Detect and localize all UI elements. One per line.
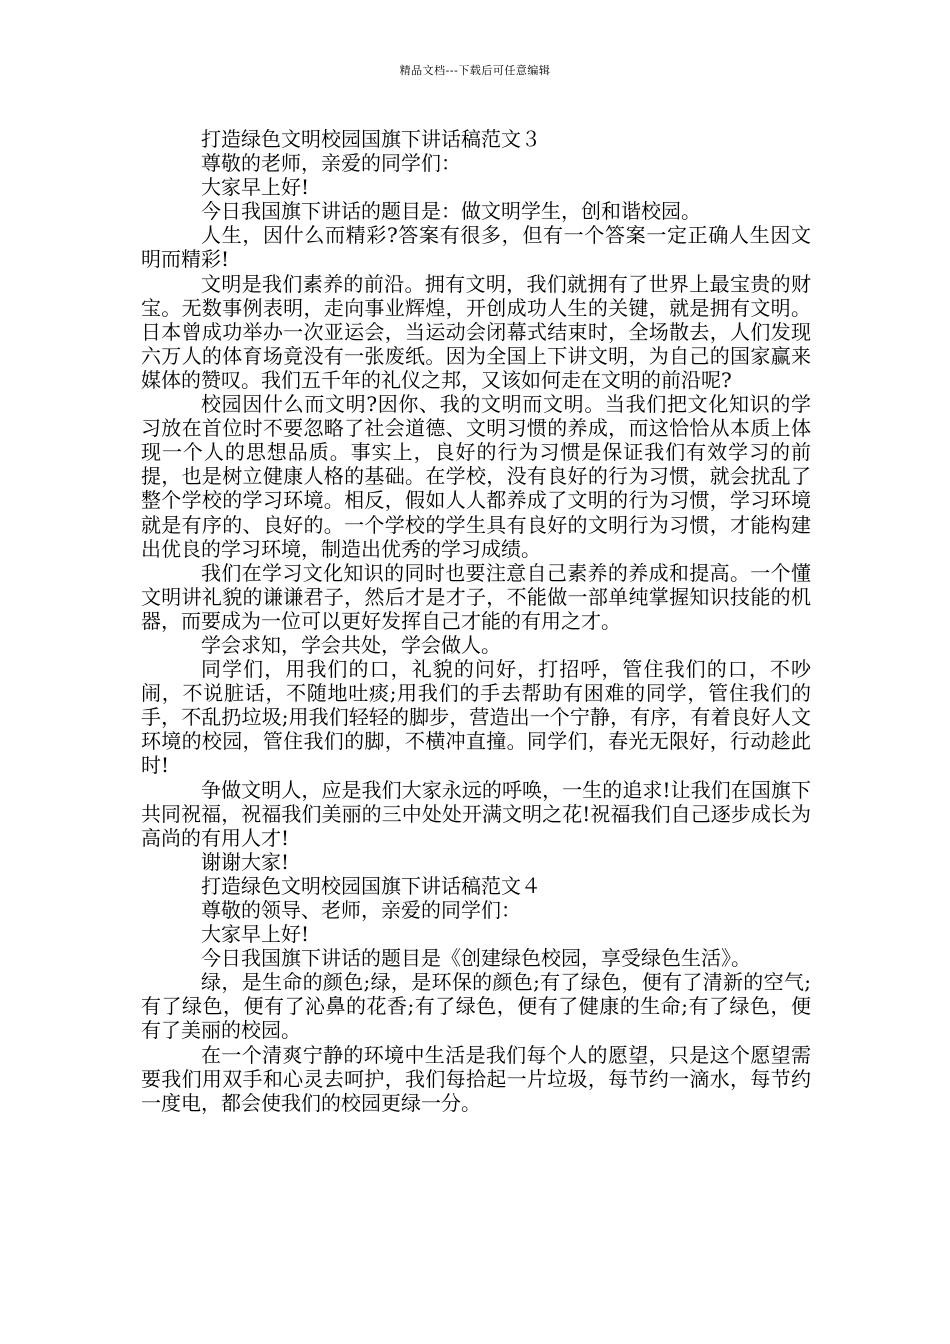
paragraph: 在一个清爽宁静的环境中生活是我们每个人的愿望，只是这个愿望需要我们用双手和心灵去呵护，我们每拾起一片垃圾，每节约一滴水，每节约一度电，都会使我们的校园更绿一分。 — [141, 1042, 811, 1115]
page-header: 精品文档---下载后可任意编辑 — [399, 64, 551, 77]
document-body — [141, 127, 811, 1115]
greeting: 大家早上好! — [201, 922, 310, 947]
greeting: 大家早上好! — [201, 175, 310, 200]
paragraph: 文明是我们素养的前沿。拥有文明，我们就拥有了世界上最宝贵的财宝。无数事例表明，走向事业辉煌，开创成功人生的关键，就是拥有文明。日本曾成功举办一次亚运会，当运动会闭幕式结束时，全场散去，人们发现六万人的体育场竟没有一张废纸。因为全国上下讲文明，为自己的国家赢来媒体的赞叹。我们五千年的礼仪之邦，又该如何走在文明的前沿呢? — [141, 271, 811, 392]
paragraph: 人生，因什么而精彩?答案有很多，但有一个答案一定正确人生因文明而精彩! — [141, 223, 811, 272]
paragraph: 我们在学习文化知识的同时也要注意自己素养的养成和提高。一个懂文明讲礼貌的谦谦君子，然后才是才子，不能做一部单纯掌握知识技能的机器，而要成为一位可以更好发挥自己才能的有用之才。 — [141, 560, 811, 633]
paragraph: 今日我国旗下讲话的题目是《创建绿色校园，享受绿色生活》。 — [201, 946, 751, 971]
section-title-3: 打造绿色文明校园国旗下讲话稿范文３ — [201, 127, 541, 151]
salutation: 尊敬的老师，亲爱的同学们： — [201, 151, 461, 176]
paragraph: 绿，是生命的颜色;绿，是环保的颜色;有了绿色，便有了清新的空气;有了绿色，便有了沁鼻的花香;有了绿色，便有了健康的生命;有了绿色，便有了美丽的校园。 — [141, 970, 811, 1043]
paragraph: 学会求知，学会共处，学会做人。 — [201, 632, 501, 657]
paragraph: 同学们，用我们的口，礼貌的问好，打招呼，管住我们的口，不吵闹，不说脏话，不随地吐痰;用我们的手去帮助有困难的同学，管住我们的手，不乱扔垃圾;用我们轻轻的脚步，营造出一个宁静，有序，有着良好人文环境的校园，管住我们的脚，不横冲直撞。同学们，春光无限好，行动趁此时! — [141, 657, 811, 778]
paragraph: 争做文明人，应是我们大家永远的呼唤，一生的追求!让我们在国旗下共同祝福，祝福我们美丽的三中处处开满文明之花!祝福我们自己逐步成长为高尚的有用人才! — [141, 777, 811, 850]
paragraph: 校园因什么而文明?因你、我的文明而文明。当我们把文化知识的学习放在首位时不要忽略了社会道德、文明习惯的养成，而这恰恰从本质上体现一个人的思想品质。事实上，良好的行为习惯是保证我们有效学习的前提，也是树立健康人格的基础。在学校，没有良好的行为习惯，就会扰乱了整个学校的学习环境。相反，假如人人都养成了文明的行为习惯，学习环境就是有序的、良好的。一个学校的学生具有良好的文明行为习惯，才能构建出优良的学习环境，制造出优秀的学习成绩。 — [141, 392, 811, 561]
salutation: 尊敬的领导、老师，亲爱的同学们： — [201, 898, 521, 922]
closing: 谢谢大家! — [201, 849, 290, 874]
section-title-4: 打造绿色文明校园国旗下讲话稿范文４ — [201, 873, 541, 898]
paragraph: 今日我国旗下讲话的题目是：做文明学生，创和谐校园。 — [201, 199, 701, 224]
